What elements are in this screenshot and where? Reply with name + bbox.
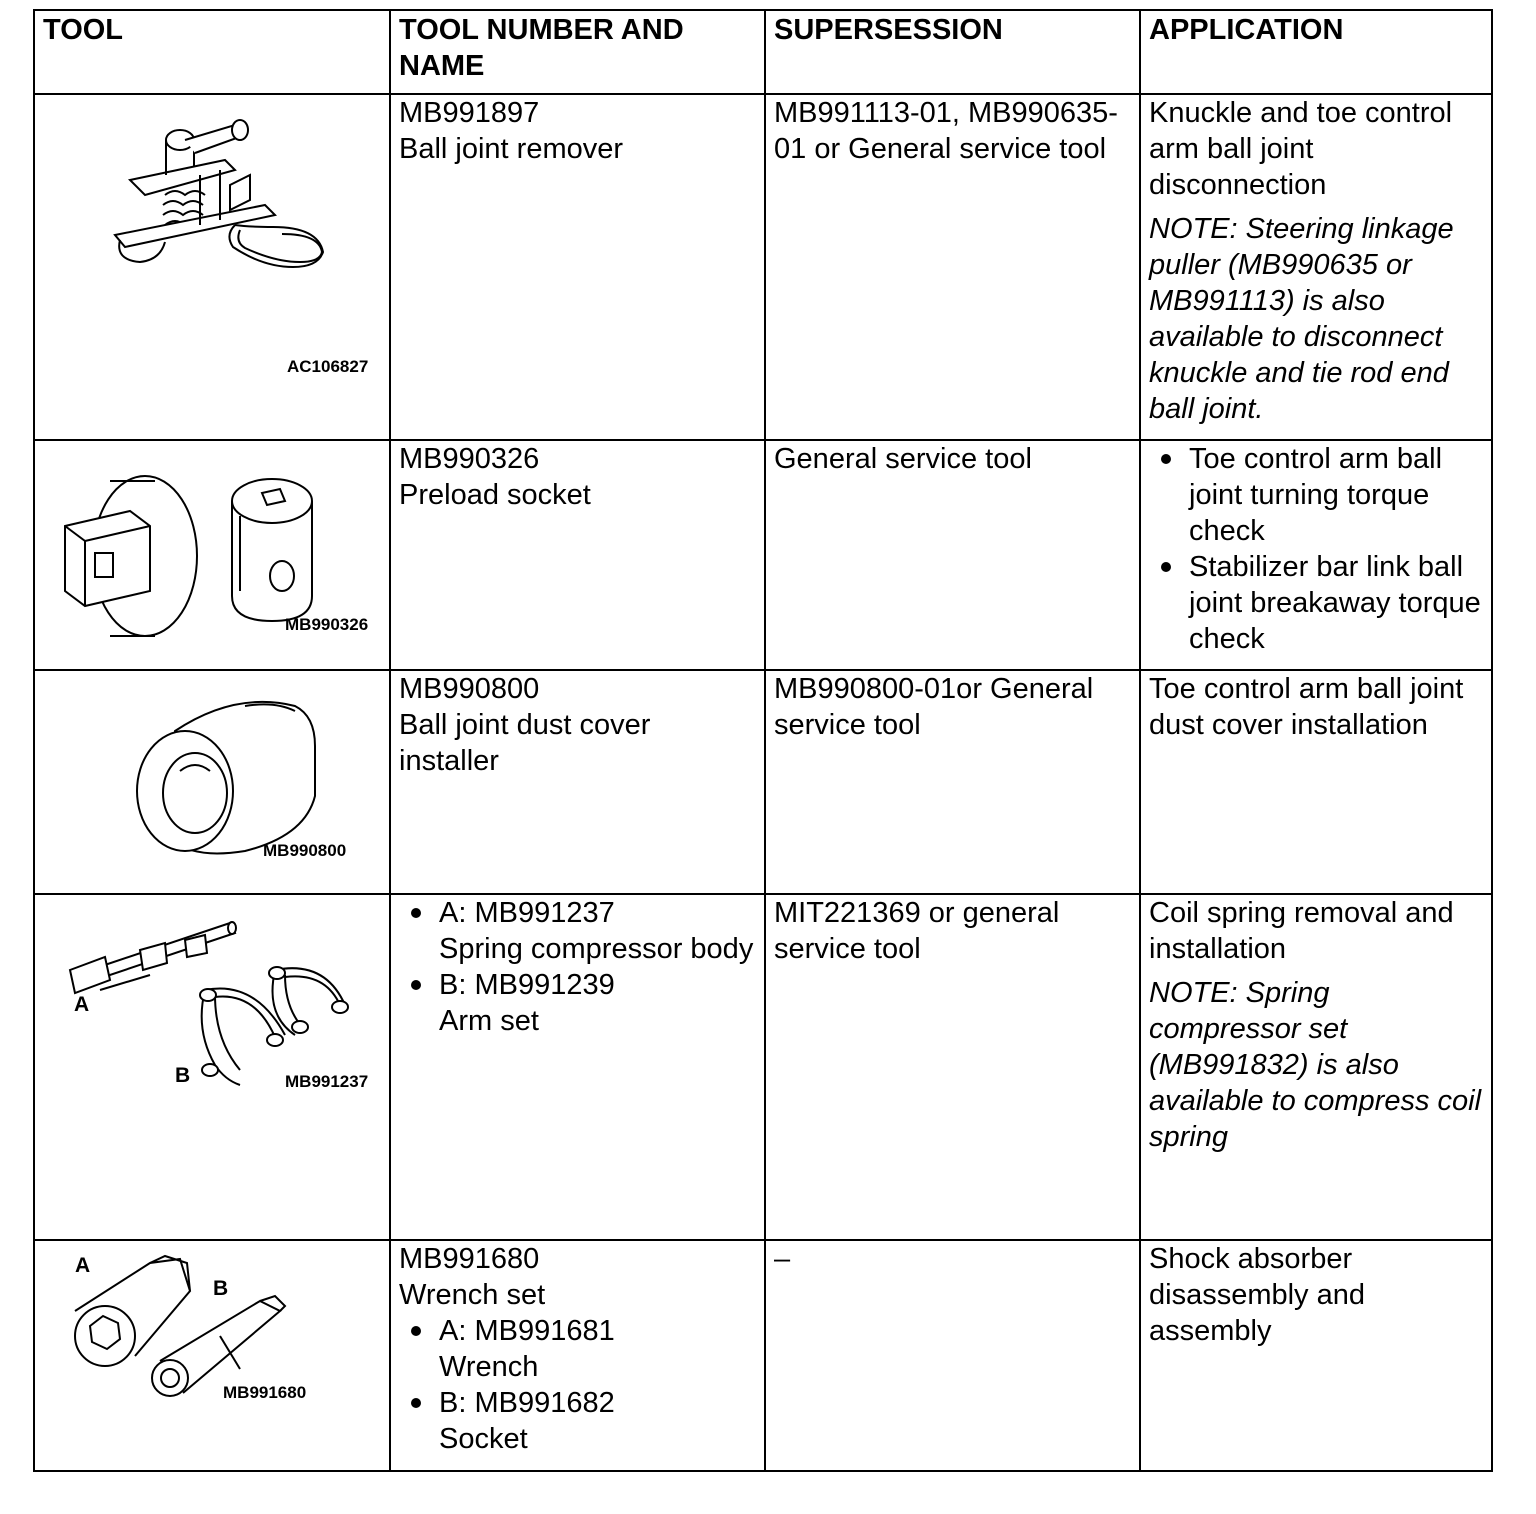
supersession-cell: MIT221369 or general service tool — [765, 894, 1140, 1240]
tool-number-cell — [390, 1240, 765, 1471]
tool-name: Preload socket — [399, 479, 591, 511]
supersession-cell: MB991113-01, MB990635-01 or General service tool — [765, 94, 1140, 440]
supersession-cell: General service tool — [765, 440, 1140, 670]
application-cell — [1140, 440, 1492, 670]
tool-item-number: A: MB991681 — [439, 1315, 615, 1347]
supersession-cell: MB990800-01or General service tool — [765, 670, 1140, 894]
ball-joint-remover-illustration — [35, 95, 389, 439]
callout-b: B — [213, 1277, 229, 1300]
tool-number-cell — [390, 440, 765, 670]
list-item — [399, 895, 756, 967]
tool-image-code: MB990326 — [285, 615, 369, 634]
preload-socket-illustration — [35, 441, 389, 669]
tool-image-cell — [34, 440, 390, 670]
table-row — [34, 894, 1492, 1240]
table-row — [34, 670, 1492, 894]
spring-compressor-illustration — [35, 895, 389, 1239]
tool-number: MB990800 — [399, 673, 540, 705]
tool-image-cell — [34, 894, 390, 1240]
application-cell: Shock absorber disassembly and assembly — [1140, 1240, 1492, 1471]
list-item — [399, 967, 756, 1039]
tool-number-cell — [390, 94, 765, 440]
tool-item-name: Arm set — [439, 1005, 539, 1037]
table-row — [34, 1240, 1492, 1471]
application-note: NOTE: Spring compressor set (MB991832) is also available to compress coil spring — [1149, 977, 1482, 1153]
header-tool: TOOL — [34, 10, 390, 94]
header-supersession: SUPERSESSION — [765, 10, 1140, 94]
tool-image-cell — [34, 670, 390, 894]
supersession-cell: – — [765, 1240, 1140, 1471]
tool-image-cell — [34, 94, 390, 440]
table-header-row — [34, 10, 1492, 94]
callout-b: B — [175, 1064, 191, 1087]
tool-items-list — [399, 895, 756, 1039]
tool-item-name: Spring compressor body — [439, 933, 754, 965]
application-cell — [1140, 894, 1492, 1240]
list-item: Toe control arm ball joint turning torque check — [1149, 441, 1483, 549]
tool-item-number: B: MB991239 — [439, 969, 615, 1001]
callout-a: A — [74, 993, 90, 1016]
application-text: Coil spring removal and installation — [1149, 897, 1454, 965]
tool-item-number: B: MB991682 — [439, 1387, 615, 1419]
tool-name: Wrench set — [399, 1279, 546, 1311]
header-application: APPLICATION — [1140, 10, 1492, 94]
list-item — [399, 1385, 756, 1457]
tool-item-number: A: MB991237 — [439, 897, 615, 929]
application-cell: Toe control arm ball joint dust cover installation — [1140, 670, 1492, 894]
tool-image-code: MB991680 — [223, 1383, 307, 1402]
tool-image-code: MB990800 — [263, 841, 347, 860]
tool-image-cell — [34, 1240, 390, 1471]
tool-name: Ball joint remover — [399, 133, 624, 165]
callout-a: A — [75, 1254, 91, 1277]
application-list — [1149, 441, 1483, 657]
tool-number: MB991897 — [399, 97, 540, 129]
tool-item-name: Wrench — [439, 1351, 539, 1383]
tool-items-list — [399, 1313, 756, 1457]
list-item — [399, 1313, 756, 1385]
application-text: Knuckle and toe control arm ball joint disconnection — [1149, 97, 1453, 201]
tool-name: Ball joint dust cover installer — [399, 709, 651, 777]
special-tools-table — [33, 9, 1493, 1472]
application-note: NOTE: Steering linkage puller (MB990635 or MB991113) is also available to disconnect knuckle and tie rod end ball joint. — [1149, 213, 1454, 425]
table-row — [34, 94, 1492, 440]
tool-image-code: AC106827 — [287, 357, 369, 376]
tool-image-code: MB991237 — [285, 1072, 369, 1091]
header-tool-number: TOOL NUMBER AND NAME — [390, 10, 765, 94]
list-item: Stabilizer bar link ball joint breakaway torque check — [1149, 549, 1483, 657]
tool-number-cell — [390, 670, 765, 894]
table-row — [34, 440, 1492, 670]
tool-item-name: Socket — [439, 1423, 528, 1455]
tool-number: MB990326 — [399, 443, 540, 475]
tool-number-cell — [390, 894, 765, 1240]
application-cell — [1140, 94, 1492, 440]
tool-number: MB991680 — [399, 1243, 540, 1275]
